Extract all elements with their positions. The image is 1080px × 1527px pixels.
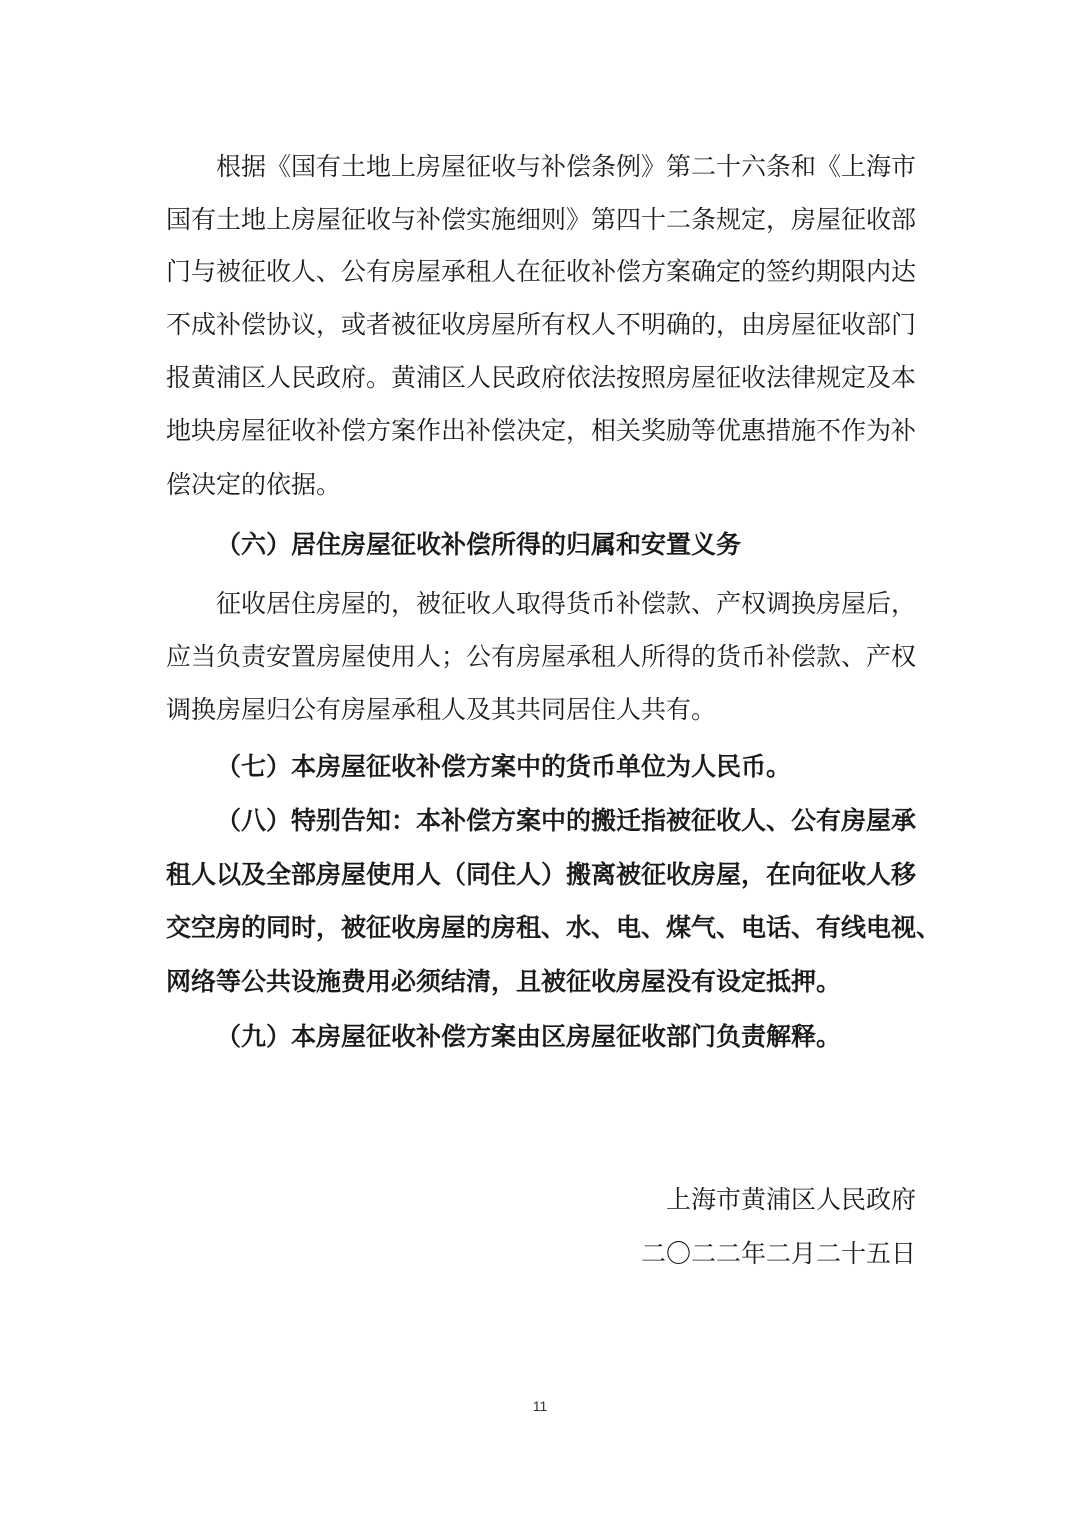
paragraph-5-line-7: 偿决定的依据。: [166, 470, 342, 499]
item-8-line-1: （八）特别告知：本补偿方案中的搬迁指被征收人、公有房屋承: [216, 806, 917, 835]
paragraph-5-line-3: 门与被征收人、公有房屋承租人在征收补偿方案确定的签约期限内达: [166, 257, 917, 286]
item-9: （九）本房屋征收补偿方案由区房屋征收部门负责解释。: [216, 1022, 842, 1051]
paragraph-5-line-4: 不成补偿协议，或者被征收房屋所有权人不明确的，由房屋征收部门: [166, 310, 917, 339]
issuer-name: 上海市黄浦区人民政府: [665, 1185, 916, 1214]
page-number: 11: [532, 1398, 548, 1414]
paragraph-5-line-5: 报黄浦区人民政府。黄浦区人民政府依法按照房屋征收法律规定及本: [166, 363, 917, 392]
item-8-line-2: 租人以及全部房屋使用人（同住人）搬离被征收房屋，在向征收人移: [166, 860, 917, 889]
item-7: （七）本房屋征收补偿方案中的货币单位为人民币。: [216, 752, 792, 781]
item-8-line-4: 网络等公共设施费用必须结清，且被征收房屋没有设定抵押。: [166, 967, 842, 996]
paragraph-5-line-6: 地块房屋征收补偿方案作出补偿决定，相关奖励等优惠措施不作为补: [166, 416, 917, 445]
paragraph-6-line-1: 征收居住房屋的，被征收人取得货币补偿款、产权调换房屋后，: [216, 589, 917, 618]
paragraph-5-line-2: 国有土地上房屋征收与补偿实施细则》第四十二条规定，房屋征收部: [166, 205, 917, 234]
paragraph-6-line-2: 应当负责安置房屋使用人；公有房屋承租人所得的货币补偿款、产权: [166, 642, 917, 671]
paragraph-5-line-1: 根据《国有土地上房屋征收与补偿条例》第二十六条和《上海市: [216, 152, 917, 181]
paragraph-6-line-3: 调换房屋归公有房屋承租人及其共同居住人共有。: [166, 695, 717, 724]
item-8-line-3: 交空房的同时，被征收房屋的房租、水、电、煤气、电话、有线电视、: [166, 913, 942, 942]
section-6-heading: （六）居住房屋征收补偿所得的归属和安置义务: [216, 530, 742, 559]
issue-date: 二〇二二年二月二十五日: [640, 1239, 916, 1268]
